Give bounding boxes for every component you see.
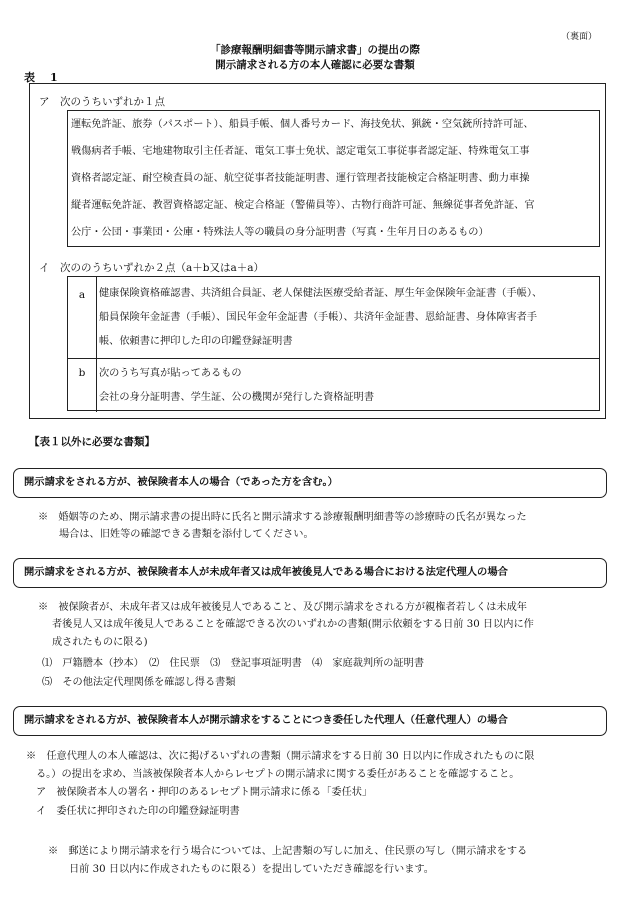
case3-item-a: ア 被保険者本人の署名・押印のあるレセプト開示請求に係る「委任状」 <box>36 787 373 798</box>
section-a-line: 縦者運転免許証、教習資格認定証、検定合格証（警備員等）、古物行商許可証、無線従事者免許証、官 <box>71 200 535 211</box>
page-side-label: （裏面） <box>560 32 597 42</box>
section-i-row-a <box>68 277 599 359</box>
case2-document-items-line2: ⑸ その他法定代理関係を確認し得る書類 <box>42 677 236 688</box>
section-a-line: 戦傷病者手帳、宅地建物取引主任者証、電気工事士免状、認定電気工事従事者認定証、特殊電気工事 <box>71 146 530 157</box>
section-i-heading: イ 次ののうちいずれか２点（a＋b又はa＋a） <box>39 262 265 274</box>
section-a-line: 公庁・公団・事業団・公庫・特殊法人等の職員の身分証明書（写真・生年月日のあるもの） <box>71 227 489 238</box>
section-a-line: 運転免許証、旅券（パスポート）、船員手帳、個人番号カード、海技免状、猟銃・空気銃所持許可証、 <box>71 119 534 130</box>
row-a-line: 健康保険資格確認書、共済組合員証、老人保健法医療受給者証、厚生年金保険年金証書（手帳）、 <box>99 288 543 299</box>
mail-note-line: ※ 郵送により開示請求を行う場合については、上記書類の写しに加え、住民票の写し（開示請求をする <box>48 846 528 857</box>
case3-title-box: 開示請求をされる方が、被保険者本人が開示請求をすることにつき委任した代理人（任意代理人）の場合 <box>13 706 607 736</box>
section-a-line: 資格者認定証、耐空検査員の証、航空従事者技能証明書、運行管理者技能検定合格証明書、動力車操 <box>71 173 530 184</box>
section-a-heading: ア 次のうちいずれか１点 <box>39 96 165 108</box>
document-title-line2: 開示請求される方の本人確認に必要な書類 <box>215 59 415 71</box>
case2-note-line: ※ 被保険者が、未成年者又は成年被後見人であること、及び開示請求をされる方が親権者若しくは未成年 <box>38 602 527 613</box>
row-b-key: b <box>68 359 97 412</box>
row-a-line: 船員保険年金証書（手帳）、国民年金年金証書（手帳）、共済年金証書、恩給証書、身体障害者手 <box>99 312 538 323</box>
row-a-line: 帳、依頼書に押印した印の印鑑登録証明書 <box>99 336 293 347</box>
row-b-text <box>99 362 597 410</box>
case3-item-i: イ 委任状に押印された印の印鑑登録証明書 <box>36 806 240 817</box>
case3-note-line: ※ 任意代理人の本人確認は、次に掲げるいずれの書類（開示請求をする日前 30 日以内に作成されたものに限 <box>26 751 535 762</box>
section-i-table <box>67 276 600 411</box>
row-b-line: 次のうち写真が貼ってあるもの <box>99 368 242 379</box>
mail-note-line: 日前 30 日以内に作成されたものに限る）を提出していただき確認を行います。 <box>69 864 434 875</box>
case3-note-line: る。）の提出を求め、当該被保険者本人からレセプトの開示請求に関する委任があることを確認すること。 <box>36 769 520 780</box>
case2-note-line: 成されたものに限る) <box>52 637 148 648</box>
case1-title-box: 開示請求をされる方が、被保険者本人の場合（であった方を含む。） <box>13 468 607 498</box>
row-a-key: a <box>68 277 97 358</box>
case2-title-box: 開示請求をされる方が、被保険者本人が未成年者又は成年被後見人である場合における法定代理人の場合 <box>13 558 607 588</box>
document-title-line1: 「診療報酬明細書等開示請求書」の提出の際 <box>210 44 420 56</box>
case2-note-line: 者後見人又は成年後見人であることを確認できる次のいずれかの書類(開示依頼をする日前 30 日以内に作 <box>52 619 534 630</box>
section-i-row-b <box>68 359 599 412</box>
case2-document-items-line1: ⑴ 戸籍謄本（抄本） ⑵ 住民票 ⑶ 登記事項証明書 ⑷ 家庭裁判所の証明書 <box>42 658 425 669</box>
row-a-text <box>99 282 597 354</box>
row-b-line: 会社の身分証明書、学生証、公の機関が発行した資格証明書 <box>99 392 375 403</box>
table-1-label: 表 1 <box>24 71 60 84</box>
case1-note-line: ※ 婚姻等のため、開示請求書の提出時に氏名と開示請求する診療報酬明細書等の診療時の氏名が異なった <box>38 512 527 523</box>
case1-note-line: 場合は、旧姓等の確認できる書類を添付してください。 <box>59 529 314 540</box>
section-a-document-list <box>67 110 600 247</box>
other-docs-heading: 【表１以外に必要な書類】 <box>29 436 155 448</box>
